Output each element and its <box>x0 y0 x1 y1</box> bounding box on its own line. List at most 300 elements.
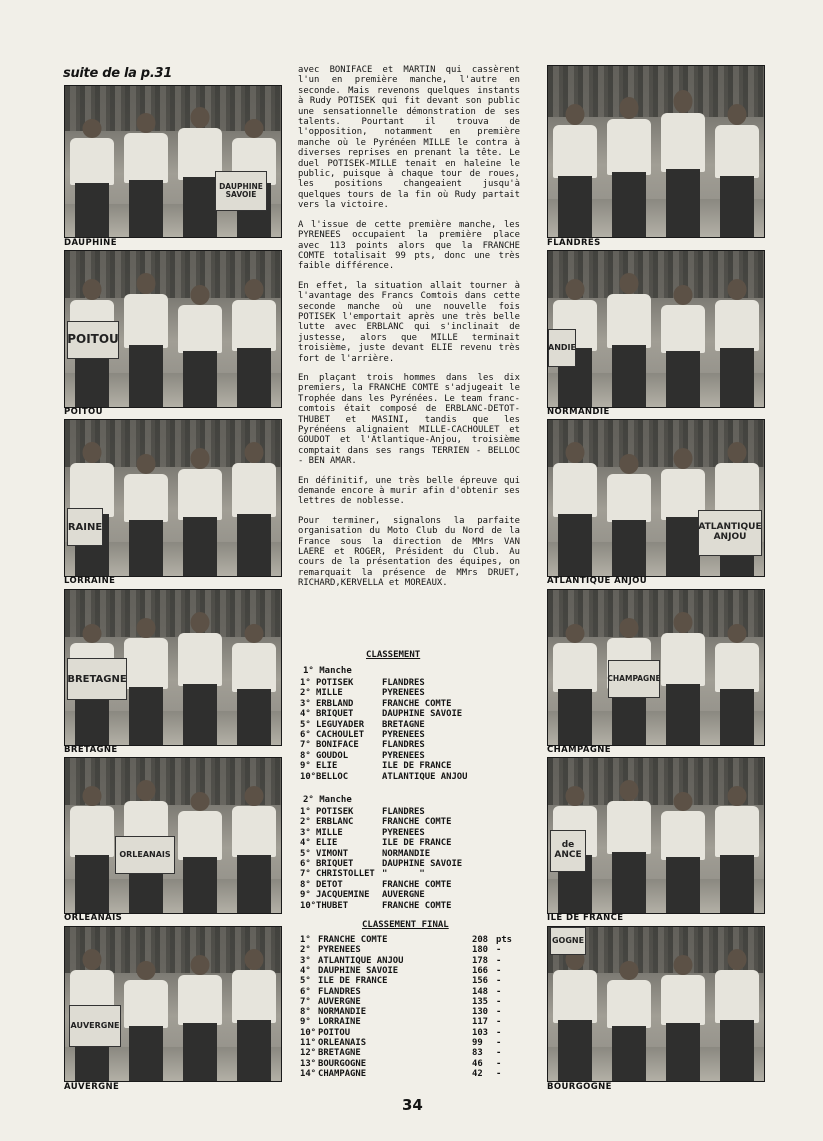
team-photo <box>547 419 765 577</box>
rider-figure <box>658 955 708 1081</box>
rider-shirt <box>715 463 759 517</box>
rider-head <box>674 612 693 633</box>
rider-head <box>245 279 264 299</box>
rider-head <box>728 279 747 299</box>
rider-head <box>137 273 156 294</box>
result-name: ERBLAND <box>316 698 354 709</box>
team-photo <box>64 419 282 577</box>
final-unit: - <box>496 1058 502 1069</box>
rider-shirt <box>178 633 222 686</box>
final-pos: 9° <box>300 1017 311 1028</box>
rider-shirt <box>553 643 597 691</box>
rider-head <box>245 442 264 463</box>
rider-figure <box>712 279 762 407</box>
rider-shirt <box>607 294 651 348</box>
result-team: DAUPHINE SAVOIE <box>382 859 463 869</box>
rider-head <box>674 955 693 975</box>
article-paragraph: En plaçant trois hommes dans les dix premiers, la FRANCHE COMTE s'adjugeait le Trophée dans les Pyrénées. Le team franc-comtois était composé de ERBLANC-DETOT-THUBET et MASINI, tandis que les Pyrénéens alignaient MILLE-CACHOULET et GOUDOT et l'Atlantique-Anjou, troisième comptait dans ses rangs TERRIEN - BELLOC - BEN AMAR. <box>298 372 520 467</box>
rider-pants <box>237 1020 271 1081</box>
result-name: DETOT <box>316 879 343 890</box>
team-sign: ATLANTIQUE ANJOU <box>698 510 762 556</box>
rider-pants <box>129 345 163 407</box>
rider-pants <box>720 176 754 237</box>
rider-pants <box>720 348 754 407</box>
team-sign: DAUPHINE SAVOIE <box>215 171 267 211</box>
rider-pants <box>720 689 754 745</box>
rider-head <box>137 454 156 473</box>
result-name: ERBLANC <box>316 817 354 828</box>
final-team: BRETAGNE <box>318 1048 361 1059</box>
final-unit: - <box>496 965 502 976</box>
rider-shirt <box>715 970 759 1023</box>
result-pos: 9° <box>300 761 311 772</box>
final-pts: 135 <box>472 996 489 1007</box>
page-number: 34 <box>402 1096 423 1114</box>
result-name: BRIQUET <box>316 859 354 869</box>
photo-caption: NORMANDIE <box>547 407 610 417</box>
photo-caption: POITOU <box>64 407 103 417</box>
rider-shirt <box>661 975 705 1026</box>
rider-pants <box>183 1023 217 1081</box>
rider-shirt <box>232 970 276 1023</box>
rider-figure <box>67 119 117 237</box>
rider-figure <box>604 780 654 913</box>
rider-shirt <box>607 980 651 1028</box>
final-pts: 148 <box>472 986 489 997</box>
final-pts: 83 <box>472 1048 483 1059</box>
result-team: FLANDRES <box>382 740 425 751</box>
final-classement-title: CLASSEMENT FINAL <box>362 920 449 930</box>
result-name: ELIE <box>316 838 338 849</box>
rider-figure <box>604 961 654 1081</box>
final-team: PYRENEES <box>318 945 361 956</box>
final-unit: - <box>496 1048 502 1059</box>
rider-figure <box>229 949 279 1081</box>
final-team: ORLEANAIS <box>318 1038 367 1048</box>
final-unit: - <box>496 986 502 997</box>
result-pos: 5° <box>300 848 311 859</box>
rider-pants <box>612 520 646 576</box>
rider-shirt <box>553 125 597 178</box>
rider-shirt <box>661 633 705 686</box>
rider-figure <box>175 792 225 913</box>
result-row <box>300 772 520 783</box>
rider-head <box>566 624 585 643</box>
result-pos: 10° <box>300 900 317 911</box>
result-name: MILLE <box>316 688 343 699</box>
result-row <box>300 761 520 772</box>
rider-head <box>83 786 102 806</box>
rider-pants <box>612 345 646 407</box>
team-sign: CHAMPAGNE <box>608 660 660 698</box>
final-unit: - <box>496 996 502 1007</box>
rider-head <box>728 104 747 125</box>
rider-head <box>620 961 639 980</box>
rider-figure <box>712 786 762 913</box>
rider-head <box>137 618 156 638</box>
rider-pants <box>183 177 217 237</box>
result-name: MILLE <box>316 827 343 838</box>
final-pts: 130 <box>472 1007 489 1018</box>
final-pts: 103 <box>472 1027 489 1038</box>
rider-figure <box>121 618 171 745</box>
rider-head <box>245 119 264 138</box>
rider-pants <box>237 514 271 576</box>
result-pos: 1° <box>300 678 311 688</box>
final-pts: 117 <box>472 1017 489 1028</box>
rider-shirt <box>607 801 651 854</box>
manche1-title: 1° Manche <box>303 666 352 676</box>
team-photo <box>64 589 282 746</box>
continued-from-label: suite de la p.31 <box>63 66 172 81</box>
result-name: BRIQUET <box>316 709 354 720</box>
rider-figure <box>658 90 708 237</box>
rider-figure <box>121 961 171 1081</box>
rider-figure <box>229 786 279 913</box>
rider-head <box>137 961 156 980</box>
rider-head <box>245 949 264 970</box>
rider-figure <box>712 624 762 745</box>
final-pos: 8° <box>300 1007 311 1018</box>
team-photo <box>547 65 765 238</box>
final-team: FRANCHE COMTE <box>318 935 388 945</box>
rider-pants <box>237 689 271 745</box>
rider-shirt <box>661 113 705 172</box>
rider-figure <box>712 104 762 237</box>
result-name: BELLOC <box>316 771 349 782</box>
photo-caption: BOURGOGNE <box>547 1082 612 1092</box>
result-team: DAUPHINE SAVOIE <box>382 709 463 720</box>
photo-caption: LORRAINE <box>64 576 116 586</box>
rider-head <box>728 442 747 463</box>
result-name: CACHOULET <box>316 730 365 740</box>
rider-figure <box>604 454 654 576</box>
result-team: ATLANTIQUE ANJOU <box>382 771 468 782</box>
team-photo <box>547 250 765 408</box>
rider-head <box>137 113 156 133</box>
rider-figure <box>604 97 654 237</box>
result-name: ELIE <box>316 761 338 772</box>
rider-pants <box>666 517 700 576</box>
final-pos: 2° <box>300 945 311 956</box>
rider-shirt <box>178 975 222 1026</box>
rider-pants <box>612 852 646 913</box>
result-team: FRANCHE COMTE <box>382 879 452 890</box>
result-row <box>300 807 520 818</box>
final-pts: 156 <box>472 976 489 987</box>
rider-pants <box>237 855 271 913</box>
rider-figure <box>658 285 708 407</box>
result-row <box>300 890 520 901</box>
rider-head <box>728 949 747 970</box>
result-team: PYRENEES <box>382 730 425 740</box>
rider-pants <box>75 183 109 237</box>
rider-head <box>566 786 585 806</box>
rider-shirt <box>178 305 222 354</box>
article-paragraph: A l'issue de cette première manche, les PYRENEES occupaient la première place avec 113 points alors que la FRANCHE COMTE totalisait 99 pts, donc une très faible différence. <box>298 219 520 272</box>
final-pos: 11° <box>300 1038 317 1048</box>
rider-shirt <box>178 469 222 520</box>
rider-shirt <box>124 133 168 183</box>
photo-caption: AUVERGNE <box>64 1082 120 1092</box>
rider-shirt <box>124 294 168 348</box>
rider-head <box>191 955 210 975</box>
rider-head <box>566 442 585 463</box>
rider-figure <box>658 612 708 745</box>
result-pos: 2° <box>300 688 311 699</box>
final-pos: 10° <box>300 1027 317 1038</box>
result-name: BONIFACE <box>316 740 359 751</box>
final-pts: 178 <box>472 955 489 966</box>
rider-shirt <box>124 638 168 689</box>
result-row <box>300 720 520 731</box>
rider-figure <box>121 273 171 407</box>
rider-head <box>245 624 264 643</box>
rider-figure <box>175 612 225 745</box>
rider-pants <box>183 351 217 407</box>
rider-head <box>674 285 693 304</box>
result-team: BRETAGNE <box>382 719 425 730</box>
article-paragraph: En effet, la situation allait tourner à l'avantage des Francs Comtois dans cette seconde manche où une nouvelle fois POTISEK l'emportait après une très belle lutte avec ERBLANC qui s'inclinait de justesse, alors que MILLE terminait troisième, juste devant ELIE revenu très fort de l'arrière. <box>298 280 520 364</box>
rider-figure <box>175 285 225 407</box>
final-unit: - <box>496 955 502 966</box>
rider-head <box>191 612 210 633</box>
final-unit: - <box>496 945 502 956</box>
rider-head <box>137 780 156 801</box>
rider-shirt <box>553 970 597 1023</box>
rider-shirt <box>607 474 651 523</box>
team-photo <box>64 757 282 914</box>
final-team: LORRAINE <box>318 1017 361 1028</box>
rider-figure <box>550 949 600 1081</box>
rider-shirt <box>232 463 276 517</box>
team-photo <box>64 85 282 238</box>
rider-pants <box>558 514 592 576</box>
rider-pants <box>558 176 592 237</box>
photo-caption: CHAMPAGNE <box>547 745 611 755</box>
rider-head <box>83 624 102 643</box>
team-sign: GOGNE <box>550 927 586 955</box>
final-team: BOURGOGNE <box>318 1058 367 1069</box>
team-sign: ORLEANAIS <box>115 836 175 874</box>
rider-head <box>191 792 210 811</box>
rider-pants <box>558 689 592 745</box>
rider-head <box>566 279 585 299</box>
rider-figure <box>121 454 171 576</box>
result-pos: 9° <box>300 890 311 901</box>
result-pos: 2° <box>300 817 311 828</box>
team-photo <box>547 757 765 914</box>
final-pts: 180 <box>472 945 489 956</box>
result-name: CHRISTOLLET <box>316 869 375 880</box>
team-sign: BRETAGNE <box>67 658 127 700</box>
team-sign: AUVERGNE <box>69 1005 121 1047</box>
rider-figure <box>604 273 654 407</box>
rider-figure <box>121 113 171 237</box>
rider-figure <box>175 955 225 1081</box>
result-team: PYRENEES <box>382 827 425 838</box>
rider-pants <box>720 1020 754 1081</box>
result-pos: 8° <box>300 750 311 761</box>
rider-shirt <box>715 125 759 178</box>
result-row <box>300 849 520 860</box>
rider-head <box>83 279 102 299</box>
rider-head <box>674 792 693 811</box>
result-team: ILE DE FRANCE <box>382 761 452 772</box>
result-team: PYRENEES <box>382 750 425 761</box>
result-pos: 3° <box>300 698 311 709</box>
photo-caption: FLANDRES <box>547 238 601 248</box>
result-row <box>300 740 520 751</box>
rider-shirt <box>232 643 276 691</box>
result-team: FLANDRES <box>382 807 425 817</box>
rider-figure <box>550 624 600 745</box>
rider-pants <box>237 348 271 407</box>
result-name: THUBET <box>316 900 349 911</box>
rider-pants <box>183 857 217 913</box>
final-pts: 208 <box>472 935 489 945</box>
rider-head <box>728 624 747 643</box>
rider-head <box>191 107 210 128</box>
rider-figure <box>229 279 279 407</box>
result-row <box>300 688 520 699</box>
team-sign: de ANCE <box>550 830 586 872</box>
rider-shirt <box>232 806 276 857</box>
rider-head <box>620 97 639 119</box>
rider-figure <box>175 448 225 576</box>
rider-head <box>83 119 102 138</box>
rider-shirt <box>661 811 705 859</box>
rider-pants <box>129 520 163 576</box>
team-photo <box>64 926 282 1082</box>
result-row <box>300 817 520 828</box>
rider-pants <box>183 517 217 576</box>
photo-caption: BRETAGNE <box>64 745 118 755</box>
result-row <box>300 751 520 762</box>
rider-pants <box>183 684 217 745</box>
final-pos: 12° <box>300 1048 317 1059</box>
rider-pants <box>666 684 700 745</box>
rider-pants <box>666 351 700 407</box>
rider-head <box>728 786 747 806</box>
final-team: POITOU <box>318 1027 351 1038</box>
rider-figure <box>67 786 117 913</box>
article-column <box>298 65 520 598</box>
rider-shirt <box>607 119 651 175</box>
final-pos: 7° <box>300 996 311 1007</box>
result-row <box>300 859 520 870</box>
classement-title: CLASSEMENT <box>366 650 421 660</box>
rider-shirt <box>715 300 759 351</box>
photo-caption: DAUPHINE <box>64 238 117 248</box>
final-unit: pts <box>496 935 513 945</box>
final-unit: - <box>496 1017 502 1028</box>
rider-shirt <box>70 138 114 185</box>
result-team: FLANDRES <box>382 678 425 688</box>
team-photo <box>547 589 765 746</box>
article-paragraph: En définitif, une très belle épreuve qui demande encore à murir afin d'obtenir ses lettres de noblesse. <box>298 475 520 507</box>
rider-head <box>620 618 639 638</box>
photo-caption: ILE DE FRANCE <box>547 913 624 923</box>
rider-pants <box>666 857 700 913</box>
result-name: VIMONT <box>316 848 349 859</box>
rider-figure <box>229 624 279 745</box>
rider-head <box>620 454 639 473</box>
final-unit: - <box>496 1027 502 1038</box>
rider-pants <box>129 1026 163 1081</box>
result-row <box>300 901 520 912</box>
result-team: FRANCHE COMTE <box>382 817 452 828</box>
final-team: ILE DE FRANCE <box>318 976 388 987</box>
rider-head <box>620 780 639 801</box>
final-pts: 99 <box>472 1038 483 1048</box>
result-team: " " <box>382 869 425 880</box>
result-team: NORMANDIE <box>382 848 431 859</box>
team-photo <box>547 926 765 1082</box>
rider-head <box>566 104 585 125</box>
team-sign: RAINE <box>67 508 103 546</box>
final-team: CHAMPAGNE <box>318 1068 367 1079</box>
rider-shirt <box>124 980 168 1028</box>
final-pos: 5° <box>300 976 311 987</box>
result-pos: 4° <box>300 838 311 849</box>
rider-shirt <box>178 811 222 859</box>
article-paragraph: avec BONIFACE et MARTIN qui cassèrent l'un en première manche, l'autre en seconde. Mais revenons quelques instants à Rudy POTISEK qui fit devant son public une sensationnelle démonstration de ses talents. Pourtant il trouva de l'opposition, notamment en première manche où le Pyrénéen MILLE le contra à diverses reprises en prenant la tête. Le duel POTISEK-MILLE tenait en haleine le public, puisque à chaque tour de roues, les positions changeaient jusqu'à quelques tours de la fin où Rudy partait vers la victoire. <box>298 65 520 211</box>
rider-figure <box>229 442 279 576</box>
result-pos: 3° <box>300 827 311 838</box>
rider-figure <box>550 104 600 237</box>
result-pos: 6° <box>300 730 311 740</box>
rider-pants <box>612 172 646 237</box>
final-team: ATLANTIQUE ANJOU <box>318 955 404 966</box>
result-row <box>300 730 520 741</box>
final-unit: - <box>496 1068 502 1079</box>
result-name: POTISEK <box>316 678 354 688</box>
result-team: AUVERGNE <box>382 890 425 901</box>
rider-pants <box>666 1023 700 1081</box>
rider-pants <box>75 855 109 913</box>
rider-shirt <box>232 300 276 351</box>
result-row <box>300 709 520 720</box>
rider-pants <box>720 855 754 913</box>
final-unit: - <box>496 976 502 987</box>
final-unit: - <box>496 1038 502 1048</box>
rider-head <box>83 949 102 970</box>
result-row <box>300 699 520 710</box>
result-name: LEGUYADER <box>316 719 365 730</box>
result-pos: 4° <box>300 709 311 720</box>
result-row <box>300 869 520 880</box>
final-row <box>300 1069 522 1080</box>
final-team: NORMANDIE <box>318 1007 367 1018</box>
result-team: ILE DE FRANCE <box>382 838 452 849</box>
result-team: FRANCHE COMTE <box>382 900 452 911</box>
result-pos: 1° <box>300 807 311 817</box>
rider-shirt <box>124 474 168 523</box>
rider-figure <box>550 442 600 576</box>
result-row <box>300 678 520 689</box>
rider-head <box>674 448 693 468</box>
final-pts: 166 <box>472 965 489 976</box>
result-pos: 10° <box>300 771 317 782</box>
result-row <box>300 880 520 891</box>
rider-pants <box>666 169 700 237</box>
result-team: PYRENEES <box>382 688 425 699</box>
final-team: AUVERGNE <box>318 996 361 1007</box>
rider-shirt <box>553 463 597 517</box>
final-pos: 3° <box>300 955 311 966</box>
rider-head <box>620 273 639 294</box>
